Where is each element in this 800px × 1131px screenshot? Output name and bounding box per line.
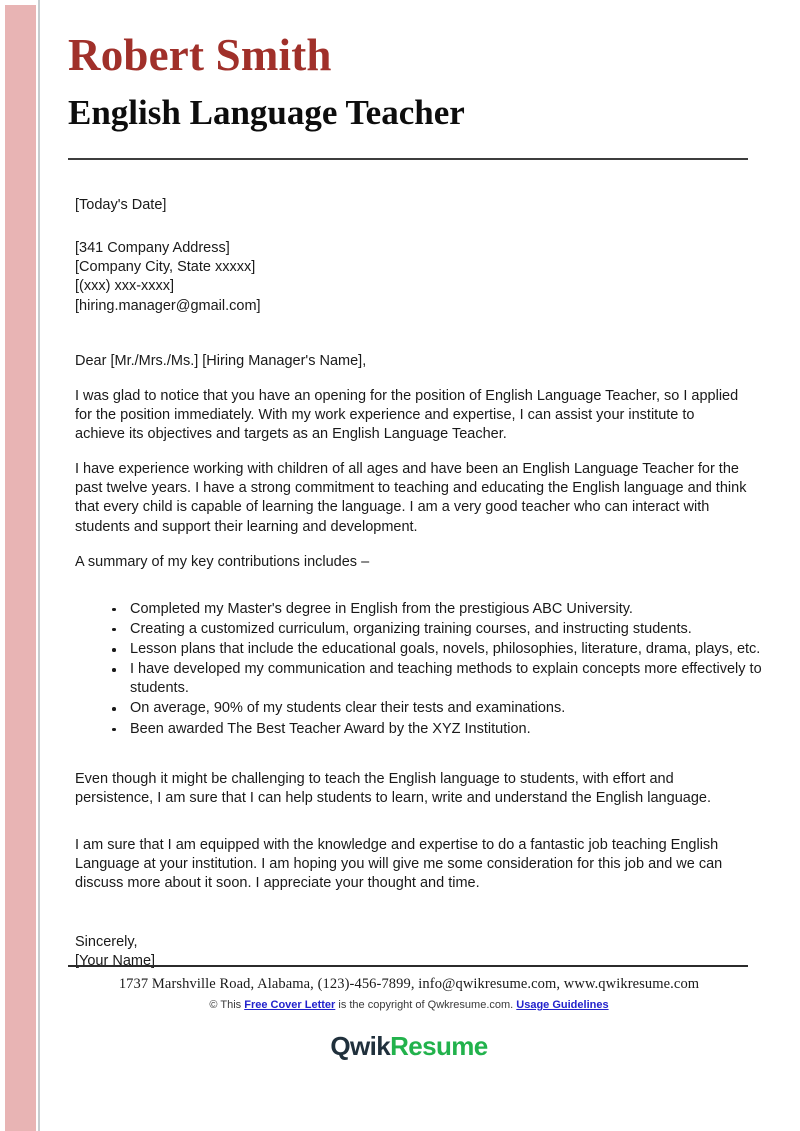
copyright-text-pre: This [220, 999, 242, 1011]
usage-guidelines-link[interactable]: Usage Guidelines [516, 999, 609, 1011]
list-item: Completed my Master's degree in English from the prestigious ABC University. [130, 600, 790, 619]
copyright-icon: © [209, 999, 218, 1011]
recipient-address-block [75, 239, 750, 316]
footer-contact-address: 1737 Marshville Road, Alabama, (123)-456-7899, info@qwikresume.com, www.qwikresume.com [118, 976, 700, 992]
todays-date: [Today's Date] [75, 197, 167, 213]
candidate-name: Robert Smith [68, 30, 332, 80]
recipient-address-line2: [Company City, State xxxxx] [75, 259, 256, 276]
footer-copyright [68, 999, 750, 1011]
copyright-text-mid: is the copyright of Qwkresume.com. [338, 999, 514, 1011]
closing-line: Sincerely, [75, 934, 138, 951]
recipient-email: [hiring.manager@gmail.com] [75, 297, 261, 314]
recipient-address-line1: [341 Company Address] [75, 240, 230, 257]
logo-text-resume: Resume [390, 1031, 488, 1061]
body-paragraph-1: I was glad to notice that you have an opening for the position of English Language Teacher, so I applied for the position immediately. With my work experience and expertise, I can assist your institute to achieve its objectives and targets as an English Language Teacher. [75, 387, 739, 442]
body-paragraph-2: I have experience working with children of all ages and have been an English Language Teacher for the past twelve years. I have a strong commitment to teaching and educating the English language and think that every child is capable of learning the language. I am a very good teacher who can interact with students and support their learning and development. [75, 461, 747, 535]
list-item: Been awarded The Best Teacher Award by the XYZ Institution. [130, 720, 790, 739]
spacer [75, 740, 750, 770]
letter-body [68, 160, 762, 972]
candidate-job-title: English Language Teacher [68, 93, 465, 132]
spacer [75, 824, 750, 836]
logo-text-qwik: Qwik [330, 1031, 391, 1061]
signature-name: [Your Name] [75, 953, 156, 970]
letter-content [68, 0, 762, 1131]
list-item: Creating a customized curriculum, organizing training courses, and instructing students. [130, 620, 790, 639]
list-item: I have developed my communication and teaching methods to explain concepts more effectively to students. [130, 660, 790, 698]
date-block [75, 196, 750, 215]
free-cover-letter-link[interactable]: Free Cover Letter [244, 999, 336, 1011]
side-divider-line [38, 0, 40, 1131]
spacer [75, 909, 750, 933]
qwikresume-logo [68, 1033, 750, 1059]
list-item: Lesson plans that include the educational goals, novels, philosophies, literature, drama, plays, etc. [130, 640, 790, 659]
salutation: Dear [Mr./Mrs./Ms.] [Hiring Manager's Name], [75, 352, 367, 369]
footer-divider [68, 965, 748, 967]
list-item: On average, 90% of my students clear their tests and examinations. [130, 699, 790, 718]
decorative-side-band [5, 5, 36, 1131]
spacer [75, 328, 750, 352]
spacer [75, 227, 750, 239]
summary-intro: A summary of my key contributions includes – [75, 553, 370, 570]
body-paragraph-3: Even though it might be challenging to teach the English language to students, with effort and persistence, I am sure that I can help students to learn, write and understand the English language. [75, 770, 711, 806]
recipient-phone: [(xxx) xxx-xxxx] [75, 278, 175, 295]
page-footer [68, 965, 750, 1059]
body-paragraph-4: I am sure that I am equipped with the knowledge and expertise to do a fantastic job teaching English Language at your institution. I am hoping you will give me some consideration for this job and we can discuss more about it soon. I appreciate your thought and time. [75, 836, 723, 892]
spacer [75, 588, 750, 600]
contributions-list [75, 600, 790, 739]
